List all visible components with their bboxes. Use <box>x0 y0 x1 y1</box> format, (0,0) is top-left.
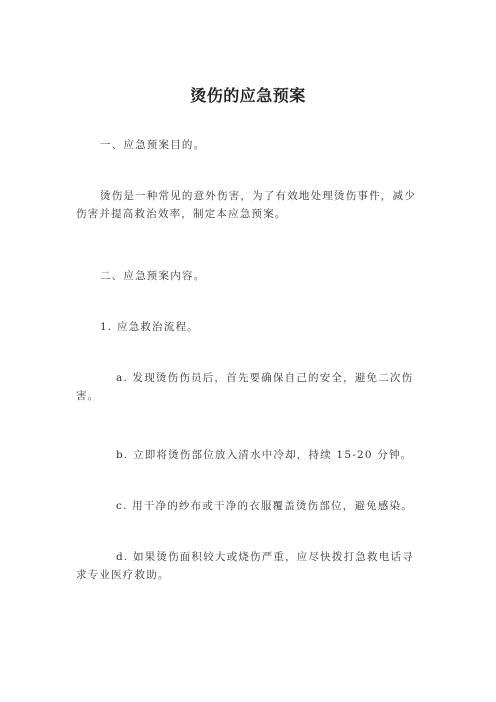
section-heading-content: 二、应急预案内容。 <box>100 270 206 282</box>
document-title: 烫伤的应急预案 <box>190 86 306 105</box>
section-heading-purpose: 一、应急预案目的。 <box>100 139 206 151</box>
procedure-step-a: a. 发现烫伤伤员后，首先要确保自己的安全，避免二次伤害。 <box>76 372 414 402</box>
procedure-step-c: c. 用干净的纱布或干净的衣服覆盖烫伤部位，避免感染。 <box>116 500 413 512</box>
subsection-heading-procedure: 1. 应急救治流程。 <box>100 321 199 333</box>
paragraph-purpose-body: 烫伤是一种常见的意外伤害，为了有效地处理烫伤事件，减少伤害并提高救治效率，制定本应急预案。 <box>76 190 416 220</box>
procedure-step-b: b. 立即将烫伤部位放入清水中冷却，持续 15-20 分钟。 <box>116 449 413 461</box>
procedure-step-d: d. 如果烫伤面积较大或烧伤严重，应尽快拨打急救电话寻求专业医疗救助。 <box>76 551 414 581</box>
